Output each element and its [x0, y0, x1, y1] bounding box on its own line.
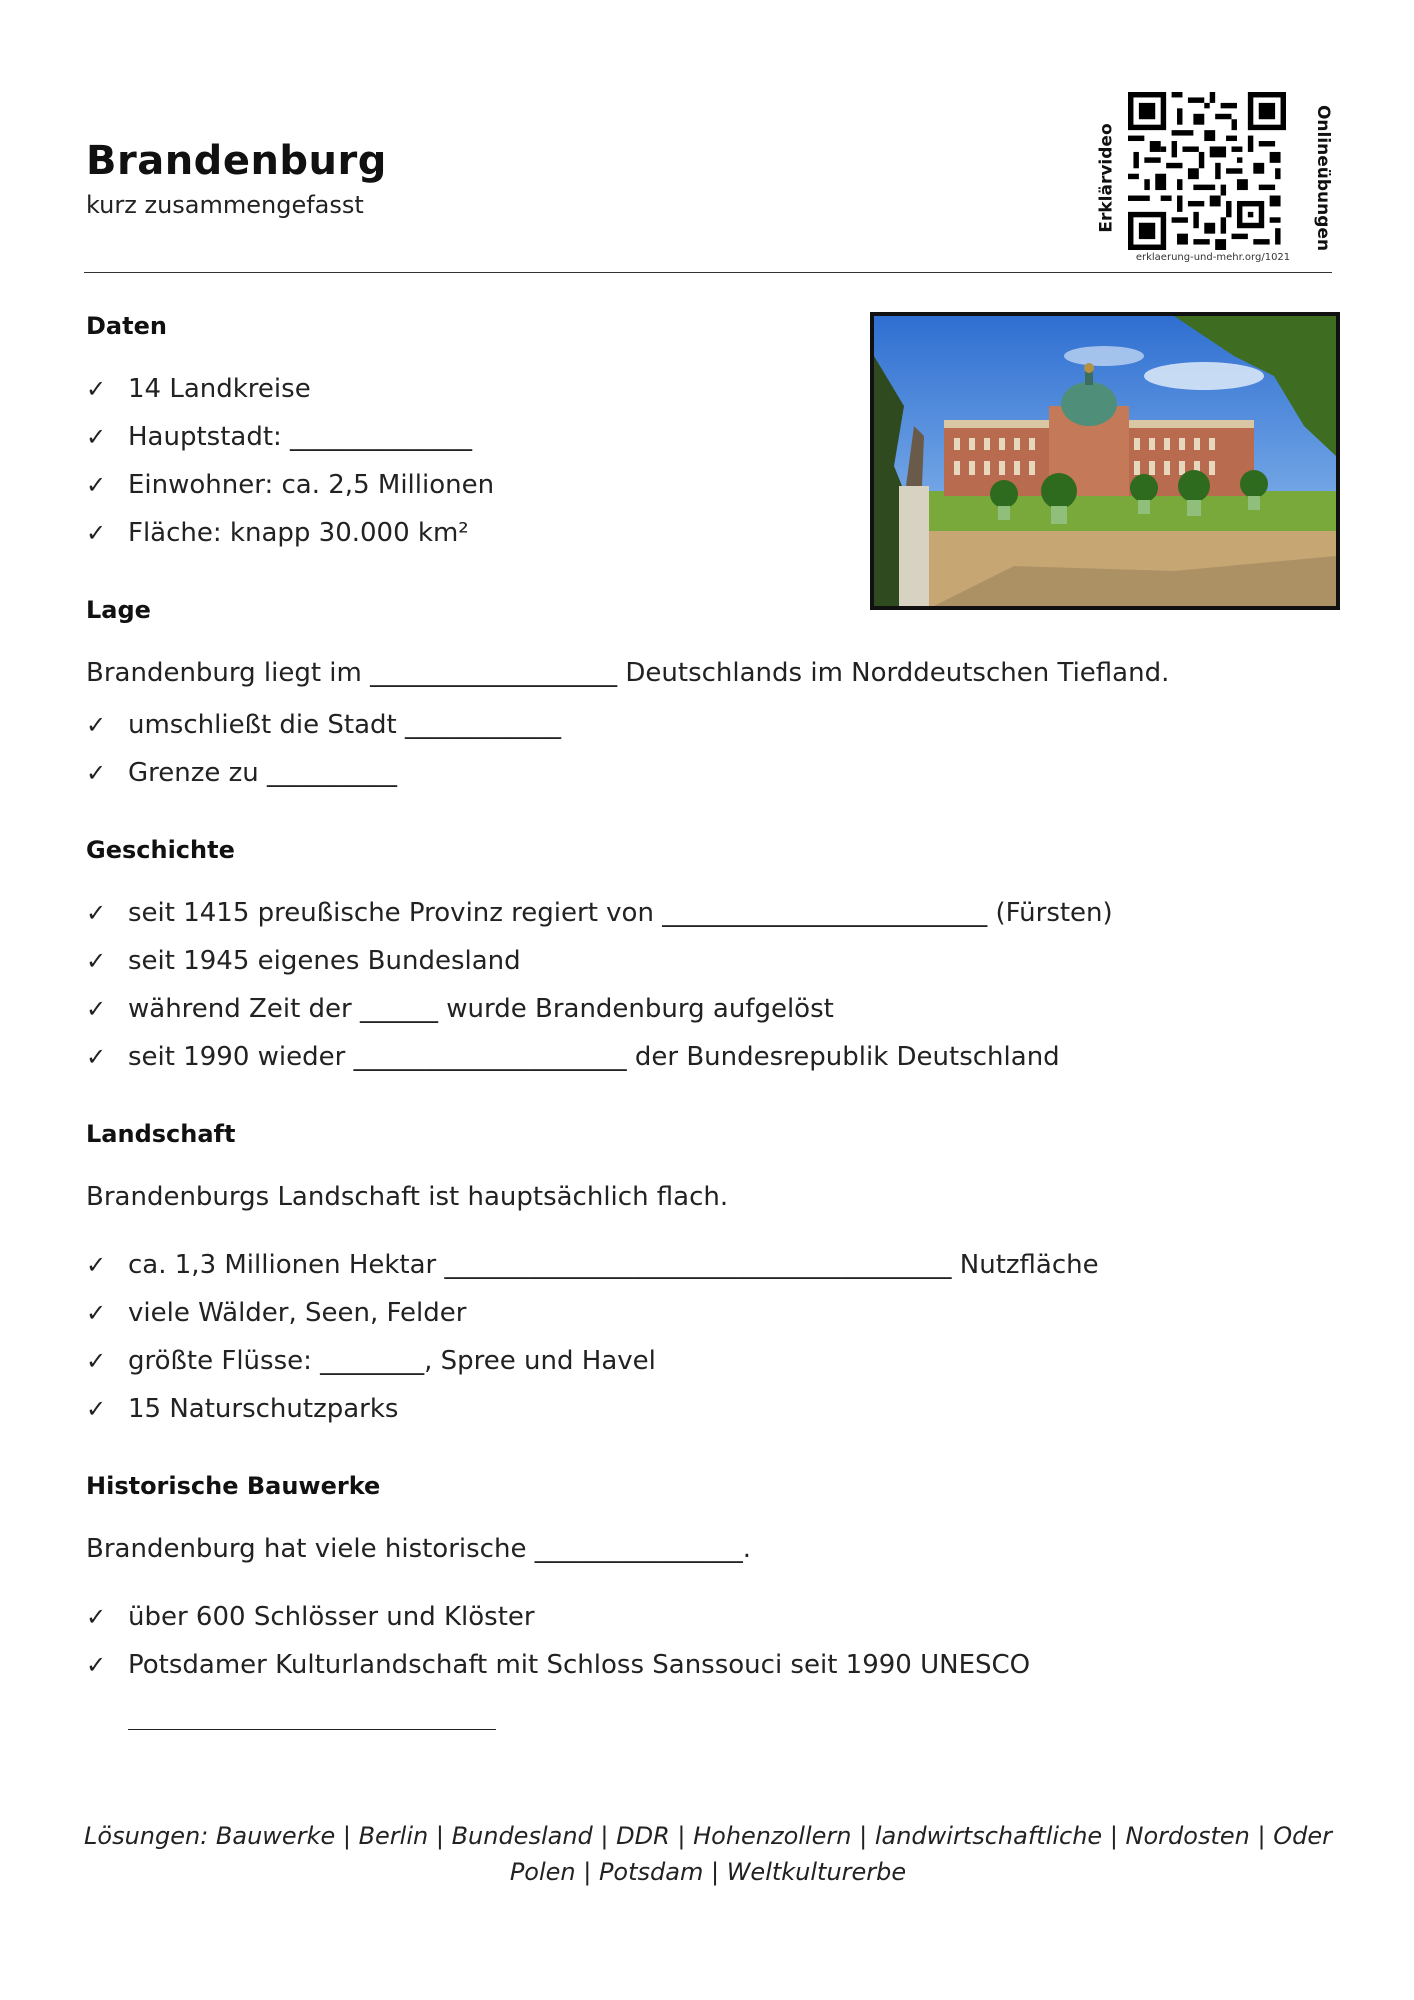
page-subtitle: kurz zusammengefasst	[86, 191, 364, 219]
solutions-line-1: Lösungen: Bauwerke | Berlin | Bundesland | DDR | Hohenzollern | landwirtschaftliche | Nordosten | Oder	[84, 1822, 1332, 1850]
check-icon: ✓	[86, 1347, 107, 1375]
check-icon: ✓	[86, 519, 107, 547]
qr-label-video: Erklärvideo	[1096, 123, 1117, 233]
section-heading-landschaft: Landschaft	[86, 1120, 236, 1148]
list-item: ✓ viele Wälder, Seen, Felder	[86, 1298, 467, 1328]
header-divider	[84, 272, 1332, 273]
solutions	[84, 1818, 1332, 1890]
check-icon: ✓	[86, 995, 107, 1023]
check-icon: ✓	[86, 471, 107, 499]
check-icon: ✓	[86, 947, 107, 975]
check-icon: ✓	[86, 1299, 107, 1327]
list-item: ✓ ca. 1,3 Millionen Hektar _______________________________________ Nutzfläche	[86, 1250, 1099, 1280]
qr-url[interactable]: erklaerung-und-mehr.org/1021	[1135, 252, 1291, 263]
list-item: ✓ 15 Naturschutzparks	[86, 1394, 399, 1424]
section-text-lage: Brandenburg liegt im ___________________ Deutschlands im Norddeutschen Tiefland.	[86, 658, 1170, 688]
section-heading-daten: Daten	[86, 312, 167, 340]
section-heading-lage: Lage	[86, 596, 151, 624]
check-icon: ✓	[86, 1251, 107, 1279]
list-item: ✓ Grenze zu __________	[86, 758, 398, 788]
qr-label-exercises: Onlineübungen	[1313, 104, 1334, 252]
check-icon: ✓	[86, 375, 107, 403]
section-heading-geschichte: Geschichte	[86, 836, 235, 864]
check-icon: ✓	[86, 899, 107, 927]
qr-code-icon	[1128, 92, 1286, 250]
list-item: ✓ Potsdamer Kulturlandschaft mit Schloss Sanssouci seit 1990 UNESCO	[86, 1650, 1031, 1680]
check-icon: ✓	[86, 1651, 107, 1679]
section-heading-bauwerke: Historische Bauwerke	[86, 1472, 381, 1500]
list-item: ✓ 14 Landkreise	[86, 374, 311, 404]
list-item: ✓ Einwohner: ca. 2,5 Millionen	[86, 470, 495, 500]
qr-code[interactable]	[1128, 92, 1286, 250]
list-item: ✓ seit 1415 preußische Provinz regiert von _________________________ (Fürsten)	[86, 898, 1113, 928]
castle-photo	[870, 312, 1340, 610]
list-item: ✓ seit 1945 eigenes Bundesland	[86, 946, 521, 976]
list-item: ✓ größte Flüsse: ________, Spree und Havel	[86, 1346, 656, 1376]
list-item: ✓ Hauptstadt: ______________	[86, 422, 473, 452]
answer-blank-line	[128, 1729, 496, 1730]
check-icon: ✓	[86, 711, 107, 739]
section-text-bauwerke: Brandenburg hat viele historische ________________.	[86, 1534, 751, 1564]
list-item: ✓ Fläche: knapp 30.000 km²	[86, 518, 469, 548]
solutions-line-2: Polen | Potsdam | Weltkulturerbe	[509, 1858, 907, 1886]
check-icon: ✓	[86, 759, 107, 787]
section-text-landschaft: Brandenburgs Landschaft ist hauptsächlich flach.	[86, 1182, 729, 1212]
list-item: ✓ während Zeit der ______ wurde Brandenburg aufgelöst	[86, 994, 834, 1024]
list-item: ✓ seit 1990 wieder _____________________ der Bundesrepublik Deutschland	[86, 1042, 1060, 1072]
page-title: Brandenburg	[86, 138, 387, 184]
check-icon: ✓	[86, 1395, 107, 1423]
check-icon: ✓	[86, 1043, 107, 1071]
check-icon: ✓	[86, 423, 107, 451]
list-item: ✓ über 600 Schlösser und Klöster	[86, 1602, 535, 1632]
check-icon: ✓	[86, 1603, 107, 1631]
list-item: ✓ umschließt die Stadt ____________	[86, 710, 561, 740]
